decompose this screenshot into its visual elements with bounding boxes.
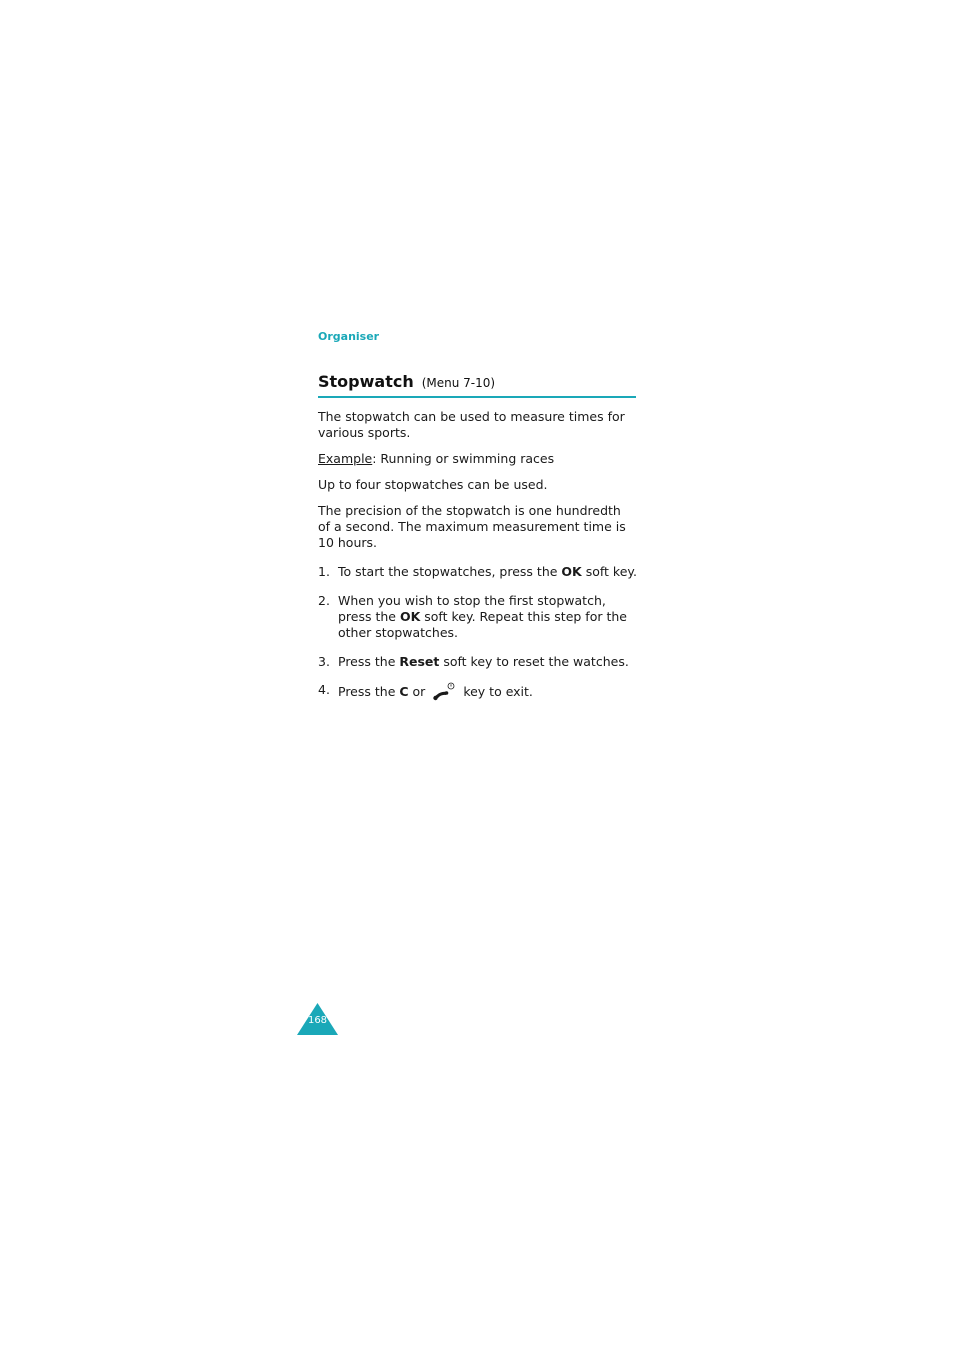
step-2	[318, 593, 638, 641]
example-label: Example	[318, 451, 373, 466]
reset-key-label: Reset	[399, 654, 440, 669]
step-text: To start the stopwatches, press the OK soft key.	[338, 564, 637, 579]
precision-paragraph: The precision of the stopwatch is one hundredth of a second. The maximum measurement time is 10 hours.	[318, 503, 626, 550]
menu-reference: (Menu 7-10)	[421, 376, 496, 390]
step-4	[318, 682, 638, 702]
example-line	[318, 451, 636, 467]
step-1	[318, 564, 638, 580]
step-number: 2.	[318, 593, 330, 608]
page-title: Stopwatch	[318, 372, 414, 391]
step-number: 3.	[318, 654, 330, 669]
intro-paragraph: The stopwatch can be used to measure times for various sports.	[318, 409, 625, 440]
ok-key-label: OK	[399, 609, 421, 624]
step-text: When you wish to stop the first stopwatch, press the OK soft key. Repeat this step for the other stopwatches.	[338, 593, 627, 640]
step-text: Press the Reset soft key to reset the watches.	[338, 654, 629, 669]
end-call-icon	[431, 682, 457, 702]
example-text: : Running or swimming races	[372, 451, 555, 466]
page-heading	[318, 372, 636, 398]
step-number: 4.	[318, 682, 330, 697]
section-label: Organiser	[318, 330, 380, 343]
step-3	[318, 654, 638, 670]
step-text: Press the C or key to exit.	[338, 682, 638, 702]
page-number: 168	[307, 1015, 328, 1026]
ok-key-label: OK	[561, 564, 582, 579]
step-number: 1.	[318, 564, 330, 579]
c-key-label: C	[399, 684, 409, 699]
stopwatch-count-paragraph: Up to four stopwatches can be used.	[318, 477, 548, 492]
